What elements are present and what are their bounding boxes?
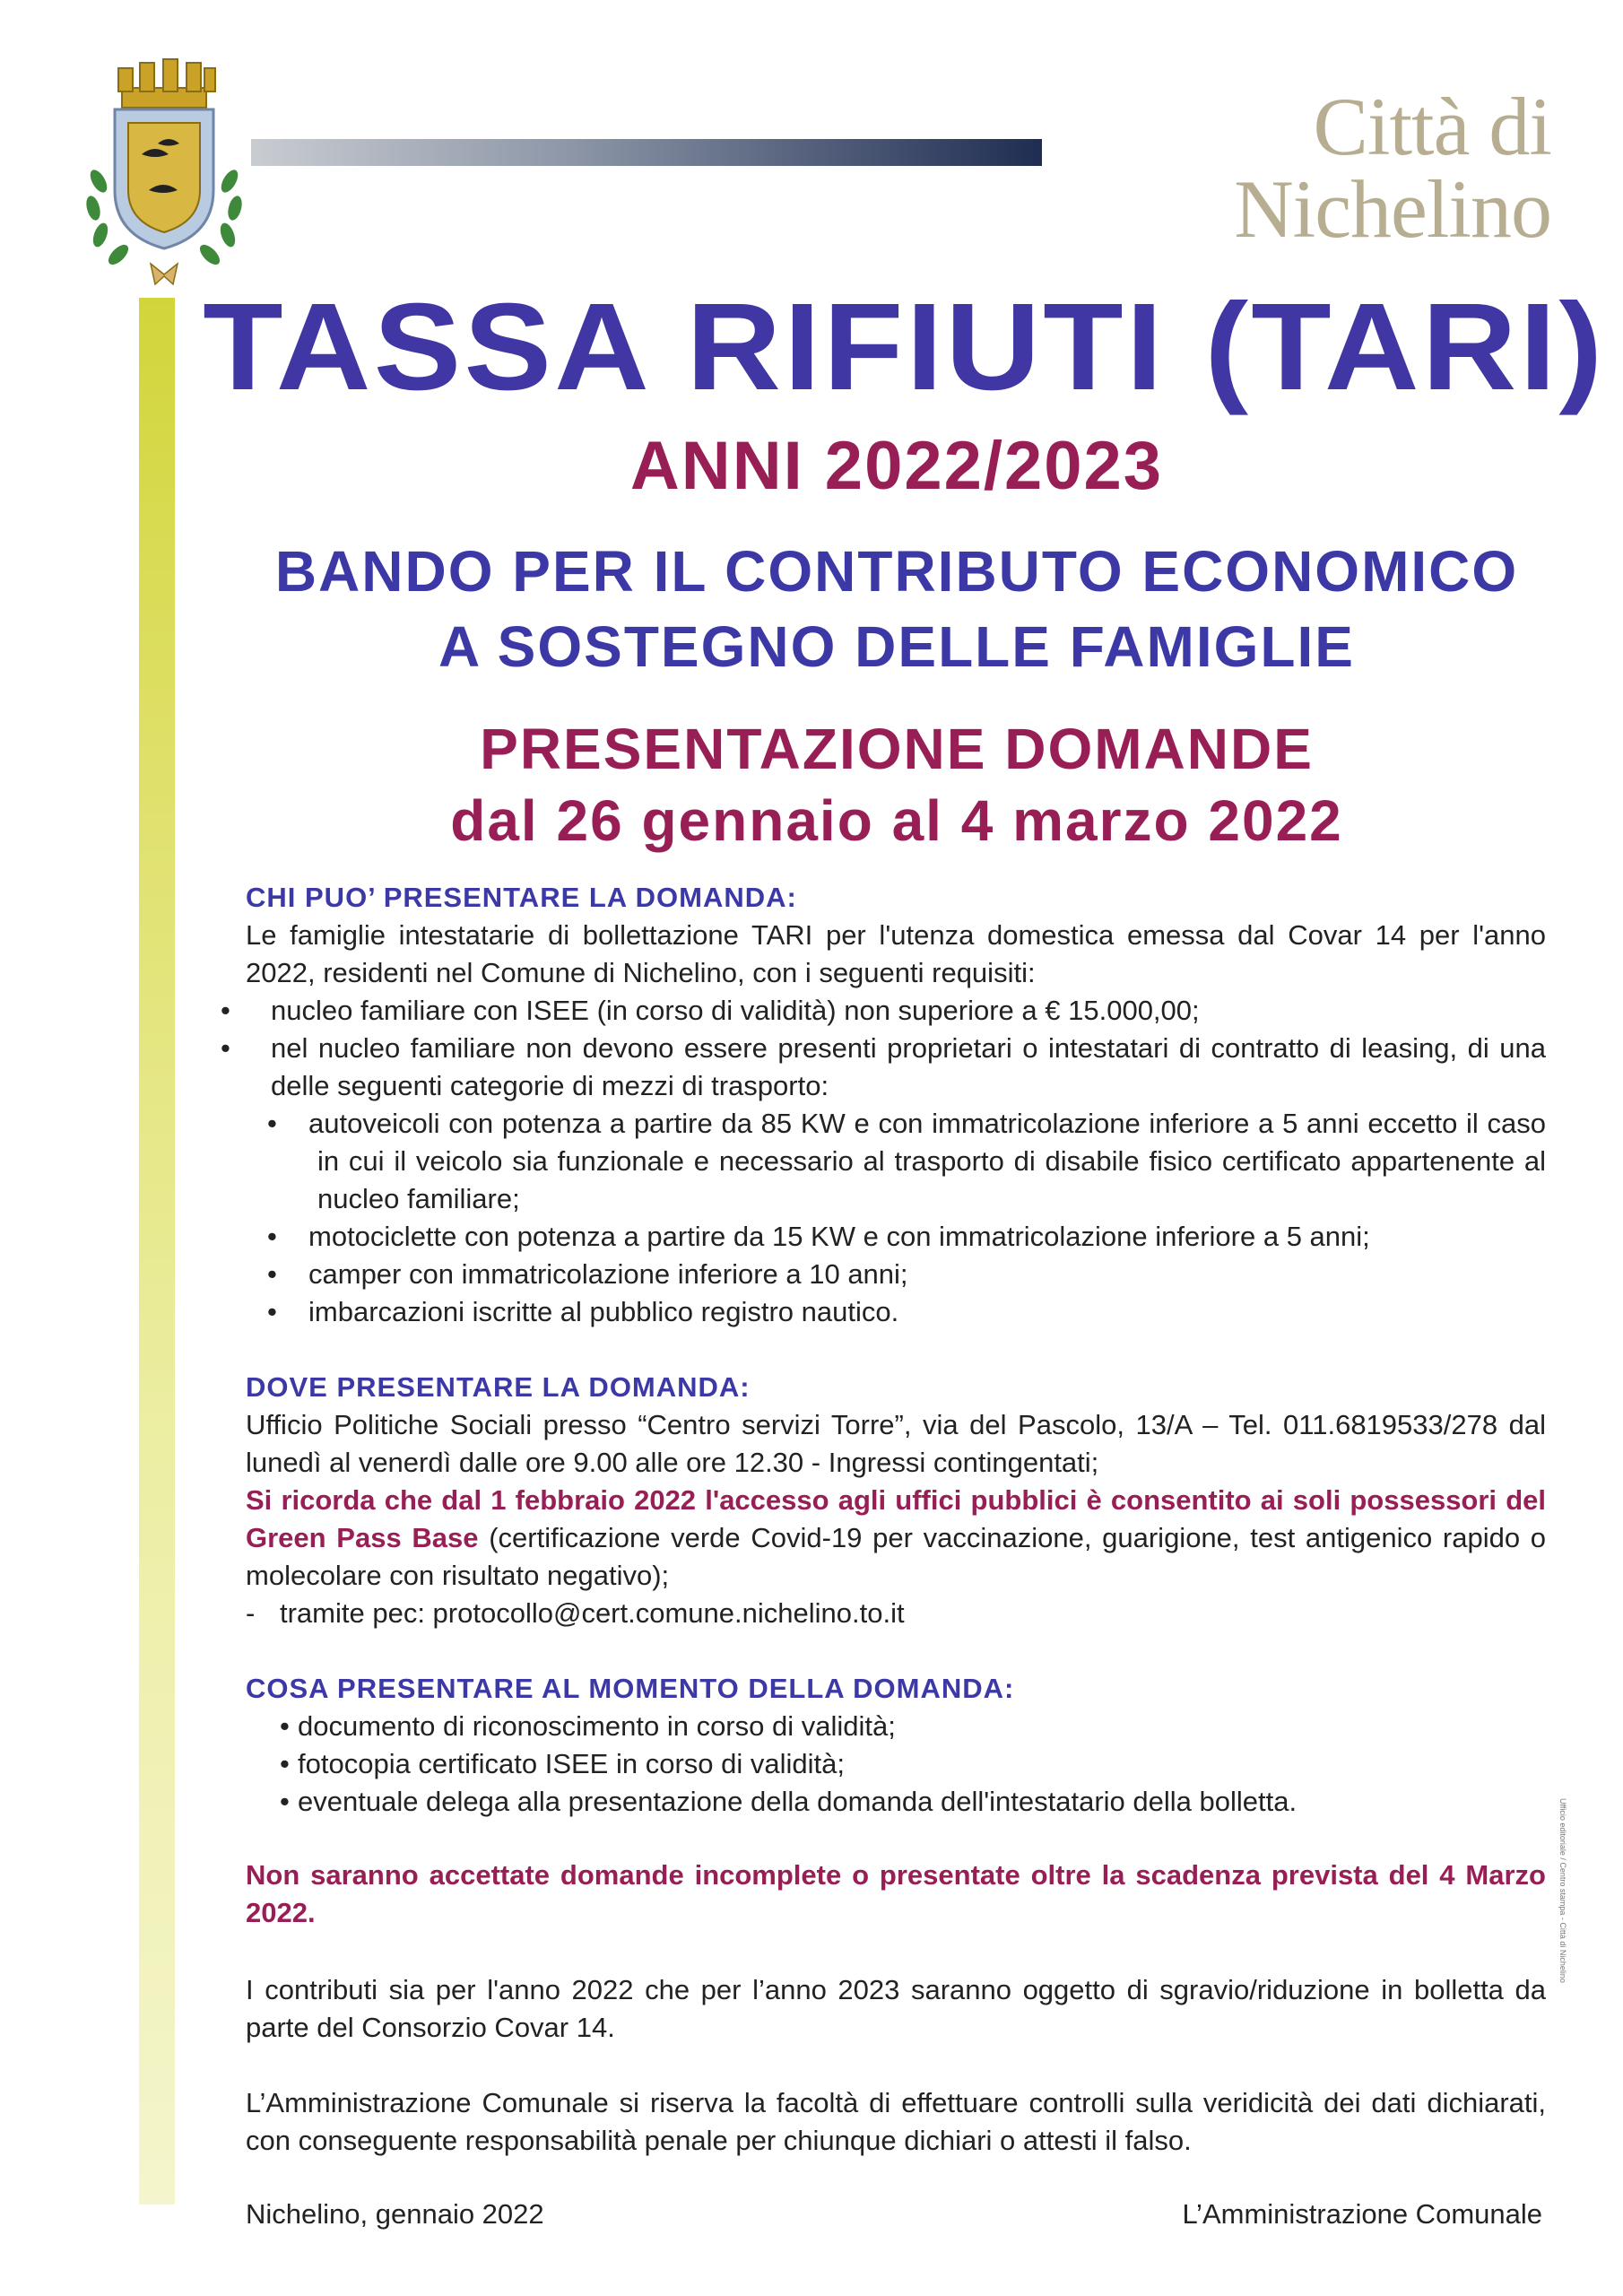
- city-name: Città di Nichelino: [1234, 81, 1551, 255]
- footer-signature: L’Amministrazione Comunale: [1182, 2198, 1542, 2230]
- bullet-icon: •: [221, 1032, 230, 1064]
- list-item: • documento di riconoscimento in corso di validità;: [246, 1708, 1546, 1745]
- list-item: • nel nucleo familiare non devono essere presenti proprietari o intestatari di contratto di leasing, di una delle seguenti categorie di mezzi di trasporto:: [246, 1030, 1546, 1105]
- office-info: Ufficio Politiche Sociali presso “Centro servizi Torre”, via del Pascolo, 13/A – Tel. 011.6819533/278 dal lunedì al venerdì dalle ore 9.00 alle ore 12.30 - Ingressi contingentati;: [246, 1409, 1546, 1478]
- bullet-icon: •: [267, 1296, 277, 1327]
- section-heading: CHI PUO’ PRESENTARE LA DOMANDA:: [246, 882, 797, 913]
- poster-presentazione: [242, 713, 1551, 857]
- warning-text: Non saranno accettate domande incomplete o presentate oltre la scadenza prevista del 4 Marzo 2022.: [246, 1859, 1546, 1928]
- bullet-icon: •: [280, 1786, 290, 1817]
- poster-bando: [242, 534, 1551, 684]
- bando-line-1: BANDO PER IL CONTRIBUTO ECONOMICO: [274, 539, 1519, 604]
- list-item: • eventuale delega alla presentazione della domanda dell'intestatario della bolletta.: [246, 1783, 1546, 1821]
- section-chi-puo: [221, 879, 1546, 1331]
- bullet-icon: •: [267, 1108, 277, 1139]
- sub-list-item: • motociclette con potenza a partire da 15 KW e con immatricolazione inferiore a 5 anni;: [246, 1218, 1546, 1256]
- pres-line-1: PRESENTAZIONE DOMANDE: [480, 717, 1314, 781]
- bando-line-2: A SOSTEGNO DELLE FAMIGLIE: [438, 614, 1355, 679]
- section-heading: COSA PRESENTARE AL MOMENTO DELLA DOMANDA:: [246, 1673, 1015, 1704]
- yellow-vertical-bar: [139, 298, 175, 2205]
- poster-years: ANNI 2022/2023: [629, 428, 1164, 504]
- contributi-text: I contributi sia per l'anno 2022 che per l’anno 2023 saranno oggetto di sgravio/riduzione in bolletta da parte del Consorzio Covar 14.: [246, 1974, 1546, 2043]
- section-intro: Le famiglie intestatarie di bollettazione TARI per l'utenza domestica emessa dal Covar 14 per l'anno 2022, residenti nel Comune di Nichelino, con i seguenti requisiti:: [246, 919, 1546, 988]
- greenpass-rest: (certificazione verde Covid-19 per vaccinazione, guarigione, test antigenico rapido o molecolare con risultato negativo);: [246, 1522, 1547, 1591]
- section-heading: DOVE PRESENTARE LA DOMANDA:: [246, 1371, 751, 1403]
- dash-icon: -: [246, 1597, 256, 1629]
- bullet-icon: •: [221, 995, 230, 1026]
- sub-list-item: • autoveicoli con potenza a partire da 85 KW e con immatricolazione inferiore a 5 anni eccetto il caso in cui il veicolo sia funzionale e necessario al trasporto di disabile fisico certificato appartenente al nucleo familiare;: [246, 1105, 1546, 1218]
- gradient-horizontal-bar: [251, 139, 1042, 166]
- city-crest-logo: [79, 56, 249, 289]
- section-cosa: [246, 1670, 1546, 1821]
- greenpass-note: [246, 1482, 1546, 1595]
- sub-list-item: • camper con immatricolazione inferiore a 10 anni;: [246, 1256, 1546, 1293]
- list-item: • nucleo familiare con ISEE (in corso di validità) non superiore a € 15.000,00;: [246, 992, 1546, 1030]
- pec-line: [246, 1595, 1546, 1632]
- section-dove: [246, 1369, 1546, 1632]
- bullet-icon: •: [267, 1258, 277, 1290]
- greenpass-bold: Si ricorda che dal 1 febbraio 2022 l'accesso agli uffici pubblici è consentito ai soli possessori del Green Pass Base: [246, 1484, 1546, 1553]
- list-item: • fotocopia certificato ISEE in corso di validità;: [246, 1745, 1546, 1783]
- poster-title: TASSA RIFIUTI (TARI): [203, 278, 1606, 416]
- bullet-icon: •: [267, 1221, 277, 1252]
- side-credit-note: Ufficio editoriale / Centro stampa - Città di Nichelino: [1558, 1798, 1567, 1983]
- pec-address: tramite pec: protocollo@cert.comune.nichelino.to.it: [280, 1597, 905, 1629]
- bullet-icon: •: [280, 1710, 290, 1742]
- bullet-icon: •: [280, 1748, 290, 1779]
- sub-list-item: • imbarcazioni iscritte al pubblico registro nautico.: [246, 1293, 1546, 1331]
- footer-place-date: Nichelino, gennaio 2022: [246, 2198, 544, 2230]
- amministrazione-note: L’Amministrazione Comunale si riserva la facoltà di effettuare controlli sulla veridicità dei dati dichiarati, con conseguente responsabilità penale per chiunque dichiari o attesti il falso.: [246, 2087, 1546, 2156]
- pres-line-2: dal 26 gennaio al 4 marzo 2022: [450, 788, 1343, 853]
